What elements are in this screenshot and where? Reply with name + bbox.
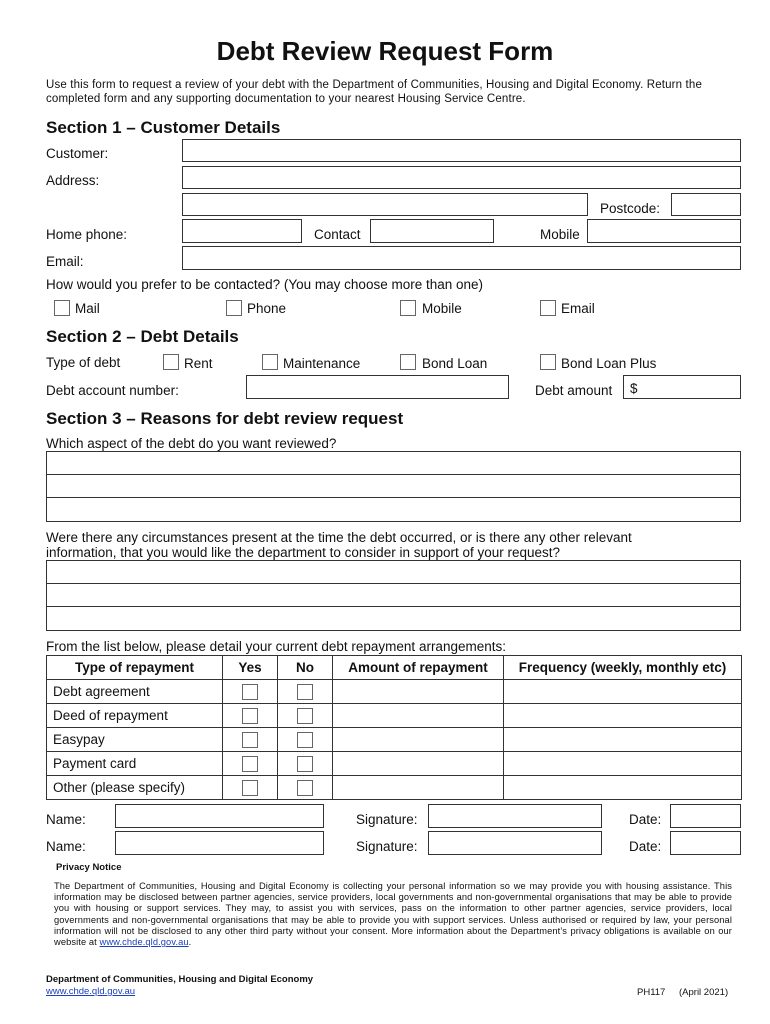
yes-checkbox[interactable] (242, 684, 258, 700)
home-phone-label: Home phone: (46, 227, 128, 242)
mobile-label: Mobile (540, 227, 580, 242)
debt-bond-loan-plus-checkbox[interactable] (540, 354, 556, 370)
home-phone-input[interactable] (182, 219, 302, 243)
name-input-2[interactable] (115, 831, 324, 855)
amount-cell[interactable] (333, 752, 504, 776)
table-row (47, 728, 742, 752)
signature-input-2[interactable] (428, 831, 602, 855)
contact-phone-input[interactable] (370, 219, 494, 243)
privacy-link[interactable]: www.chde.qld.gov.au (99, 937, 189, 948)
review-aspect-line2[interactable] (46, 474, 741, 498)
mobile-input[interactable] (587, 219, 741, 243)
header-no: No (278, 656, 333, 680)
date-label-1: Date: (629, 812, 662, 827)
section2-heading: Section 2 – Debt Details (46, 327, 239, 346)
address-input-line1[interactable] (182, 166, 741, 189)
debt-type-label: Type of debt (46, 355, 121, 370)
frequency-cell[interactable] (504, 728, 742, 752)
header-frequency: Frequency (weekly, monthly etc) (504, 656, 742, 680)
privacy-notice (54, 881, 732, 948)
no-checkbox[interactable] (297, 684, 313, 700)
address-input-line2[interactable] (182, 193, 588, 216)
contact-mail-checkbox[interactable] (54, 300, 70, 316)
email-input[interactable] (182, 246, 741, 270)
contact-phone-label: Contact (314, 227, 361, 242)
debt-rent-label: Rent (184, 356, 213, 371)
row-label: Deed of repayment (47, 704, 223, 728)
signature-label-1: Signature: (356, 812, 418, 827)
footer-form-date: (April 2021) (679, 987, 729, 998)
postcode-input[interactable] (671, 193, 741, 216)
contact-preference-question: How would you prefer to be contacted? (You may choose more than one) (46, 277, 484, 292)
repayment-table (46, 655, 742, 800)
name-label-1: Name: (46, 812, 86, 827)
postcode-label: Postcode: (600, 201, 661, 216)
section3-heading: Section 3 – Reasons for debt review request (46, 409, 404, 428)
name-input-1[interactable] (115, 804, 324, 828)
debt-bond-loan-label: Bond Loan (422, 356, 488, 371)
no-checkbox[interactable] (297, 780, 313, 796)
review-aspect-question: Which aspect of the debt do you want reviewed? (46, 436, 337, 451)
contact-email-option-label: Email (561, 301, 595, 316)
privacy-heading: Privacy Notice (56, 862, 122, 873)
currency-symbol: $ (630, 381, 638, 396)
yes-checkbox[interactable] (242, 756, 258, 772)
row-label: Easypay (47, 728, 223, 752)
yes-checkbox[interactable] (242, 732, 258, 748)
row-label: Debt agreement (47, 680, 223, 704)
amount-cell[interactable] (333, 680, 504, 704)
yes-checkbox[interactable] (242, 780, 258, 796)
frequency-cell[interactable] (504, 752, 742, 776)
debt-maintenance-label: Maintenance (283, 356, 361, 371)
circumstances-question-line1: Were there any circumstances present at the time the debt occurred, or is there any other relevant (46, 530, 632, 545)
debt-amount-label: Debt amount (535, 383, 613, 398)
contact-email-checkbox[interactable] (540, 300, 556, 316)
no-checkbox[interactable] (297, 732, 313, 748)
signature-label-2: Signature: (356, 839, 418, 854)
contact-mobile-option-label: Mobile (422, 301, 462, 316)
frequency-cell[interactable] (504, 776, 742, 800)
row-label: Payment card (47, 752, 223, 776)
email-label: Email: (46, 254, 84, 269)
amount-cell[interactable] (333, 704, 504, 728)
privacy-body: The Department of Communities, Housing and Digital Economy is collecting your personal information so we may provide you with housing assistance. This information may be disclosed between partner agencies, service providers, local governments and non-governmental organisations that may be able to provide you with housing or support services. They may, to assist you with services, pass on the information to other partner agencies, service providers, local governments and non-governmental organisations that may be able to provide you with support services. Unless authorised or required by law, your personal information will not be disclosed to any other third party without your consent. More information about the Department’s privacy obligations is available on our website at (54, 881, 732, 948)
table-row (47, 680, 742, 704)
circumstances-line2[interactable] (46, 583, 741, 607)
no-checkbox[interactable] (297, 756, 313, 772)
debt-account-label: Debt account number: (46, 383, 179, 398)
signature-input-1[interactable] (428, 804, 602, 828)
amount-cell[interactable] (333, 728, 504, 752)
contact-mobile-checkbox[interactable] (400, 300, 416, 316)
footer-website-link[interactable]: www.chde.qld.gov.au (46, 986, 136, 997)
table-row (47, 752, 742, 776)
header-type: Type of repayment (47, 656, 223, 680)
circumstances-line1[interactable] (46, 560, 741, 584)
row-label: Other (please specify) (47, 776, 223, 800)
date-input-1[interactable] (670, 804, 741, 828)
contact-phone-checkbox[interactable] (226, 300, 242, 316)
header-amount: Amount of repayment (333, 656, 504, 680)
no-checkbox[interactable] (297, 708, 313, 724)
customer-label: Customer: (46, 146, 109, 161)
table-header-row (47, 656, 742, 680)
circumstances-line3[interactable] (46, 606, 741, 631)
yes-checkbox[interactable] (242, 708, 258, 724)
date-label-2: Date: (629, 839, 662, 854)
address-label: Address: (46, 173, 100, 188)
frequency-cell[interactable] (504, 680, 742, 704)
debt-amount-input[interactable] (623, 375, 741, 399)
debt-account-input[interactable] (246, 375, 509, 399)
header-yes: Yes (223, 656, 278, 680)
name-label-2: Name: (46, 839, 86, 854)
page-title: Debt Review Request Form (216, 36, 554, 66)
debt-maintenance-checkbox[interactable] (262, 354, 278, 370)
contact-phone-option-label: Phone (247, 301, 287, 316)
review-aspect-line3[interactable] (46, 497, 741, 522)
footer-form-code: PH117 (637, 987, 666, 998)
customer-input[interactable] (182, 139, 741, 162)
repayment-question: From the list below, please detail your current debt repayment arrangements: (46, 639, 506, 654)
intro-text: Use this form to request a review of your debt with the Department of Communities, Housing and Digital Economy. Return the completed form and any supporting documentation to your nearest Housing Service Centre. (46, 79, 702, 105)
footer-department: Department of Communities, Housing and Digital Economy (46, 974, 314, 985)
review-aspect-line1[interactable] (46, 451, 741, 475)
debt-rent-checkbox[interactable] (163, 354, 179, 370)
table-row (47, 776, 742, 800)
circumstances-question-line2: information, that you would like the department to consider in support of your request? (46, 545, 561, 560)
frequency-cell[interactable] (504, 704, 742, 728)
privacy-end: . (188, 937, 192, 948)
debt-bond-loan-checkbox[interactable] (400, 354, 416, 370)
amount-cell[interactable] (333, 776, 504, 800)
contact-mail-label: Mail (75, 301, 100, 316)
table-row (47, 704, 742, 728)
date-input-2[interactable] (670, 831, 741, 855)
debt-bond-loan-plus-label: Bond Loan Plus (561, 356, 657, 371)
section1-heading: Section 1 – Customer Details (46, 118, 281, 137)
